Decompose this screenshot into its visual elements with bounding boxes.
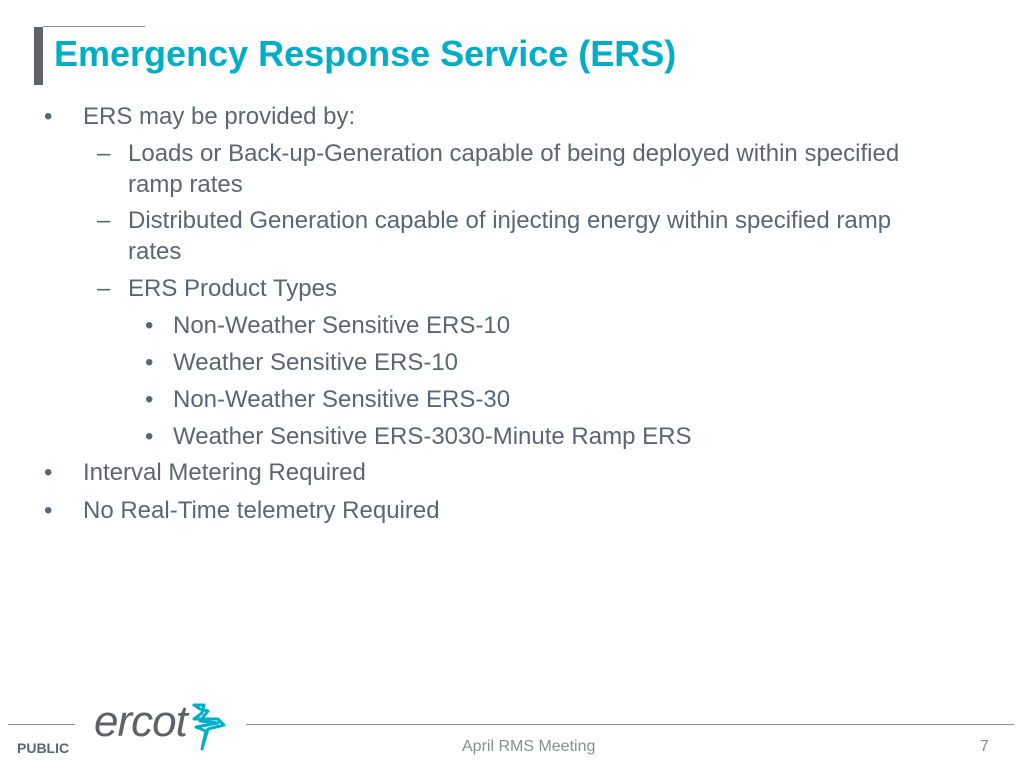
slide-title: Emergency Response Service (ERS) — [54, 33, 677, 74]
sub-bullet-text: rates — [128, 238, 182, 265]
title-accent-bar — [34, 27, 43, 85]
product-type-text: Non-Weather Sensitive ERS-30 — [173, 386, 511, 413]
bullet-marker: • — [44, 103, 53, 130]
bullet-text: No Real-Time telemetry Required — [83, 497, 440, 524]
bullet-text: Interval Metering Required — [83, 459, 366, 486]
meeting-name: April RMS Meeting — [462, 738, 596, 755]
bullet-marker: • — [145, 349, 154, 376]
sub-bullet-text: ramp rates — [128, 171, 243, 198]
bullet-marker: • — [145, 423, 154, 450]
sub-bullet-text: Distributed Generation capable of injecting energy within specified ramp — [128, 207, 892, 234]
dash-marker: – — [97, 140, 111, 167]
dash-marker: – — [97, 207, 111, 234]
sub-bullet-text: ERS Product Types — [128, 275, 337, 302]
title-accent-line — [43, 26, 145, 27]
bullet-marker: • — [44, 459, 53, 486]
classification-label: PUBLIC — [17, 740, 70, 756]
bullet-marker: • — [145, 312, 154, 339]
bullet-text: ERS may be provided by: — [83, 103, 356, 130]
ercot-logo: ercot — [94, 697, 187, 746]
bullet-marker: • — [44, 497, 53, 524]
footer-divider-right — [246, 724, 1014, 725]
bullet-marker: • — [145, 386, 154, 413]
page-number: 7 — [980, 738, 989, 755]
ercot-star-icon — [190, 701, 226, 751]
product-type-text: Weather Sensitive ERS-3030-Minute Ramp ERS — [173, 423, 692, 450]
product-type-text: Weather Sensitive ERS-10 — [173, 349, 459, 376]
footer-divider-left — [8, 724, 75, 725]
dash-marker: – — [97, 275, 111, 302]
sub-bullet-text: Loads or Back-up-Generation capable of being deployed within specified — [128, 140, 900, 167]
product-type-text: Non-Weather Sensitive ERS-10 — [173, 312, 511, 339]
